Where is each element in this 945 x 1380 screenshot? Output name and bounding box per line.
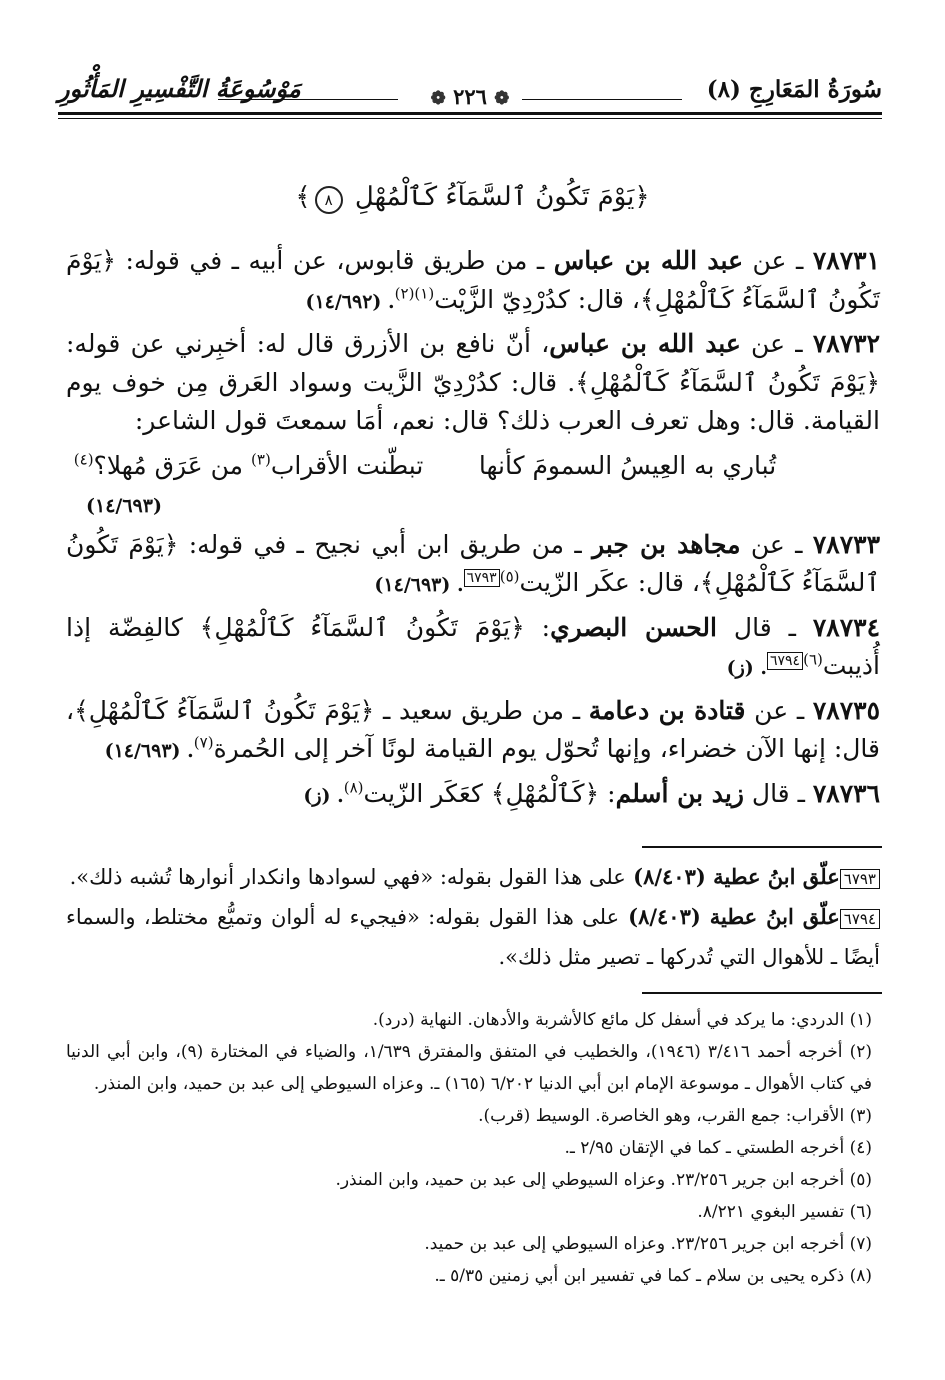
poem-text: من عَرَق مُهلا؟	[93, 450, 252, 480]
footnote: (٥) أخرجه ابن جرير ٢٣/٢٥٦. وعزاه السيوطي إلى عبد بن حميد، وابن المنذر.	[335, 1170, 872, 1190]
entry-text: ، أنّ نافع بن الأزرق قال له: أخبِرني عن قوله: ﴿يَوْمَ تَكُونُ ٱلسَّمَآءُ كَٱلْمُهْلِ﴾. قال: كدُرْدِيّ الزَّيت وسواد العَرق مِن خوف يوم القيامة. قال: وهل تعرف العرب ذلك؟ قال: نعم، أمَا سمعتَ قول الشاعر:	[66, 329, 880, 435]
footnote-marker: (٣)	[251, 450, 271, 469]
narration-entry	[66, 692, 880, 771]
header-rule	[58, 118, 882, 119]
narration-entry	[66, 609, 880, 688]
footnote: (٧) أخرجه ابن جرير ٢٣/٢٥٦. وعزاه السيوطي إلى عبد بن حميد.	[424, 1234, 872, 1254]
entry-text: ـ من طريق سعيد ـ ﴿يَوْمَ تَكُونُ ٱلسَّمَآءُ كَٱلْمُهْلِ﴾، قال: إنها الآن خضراء، وإنها تُحوّل يوم القيامة لونًا آخر إلى الحُمرة	[66, 695, 880, 763]
footnote-marker: (٤)	[73, 450, 94, 469]
surah-number: (٨)	[706, 76, 741, 103]
narration-entry	[66, 242, 880, 321]
commentary-separator	[642, 846, 882, 848]
header-divider-right	[522, 99, 682, 100]
header-rule	[58, 112, 882, 115]
footnote-marker: (١)(٢)	[394, 284, 435, 303]
entry-number: ٧٨٧٣٦	[812, 778, 880, 808]
poem-first-hemistich: تُباري به العِيسُ السمومَ كأنها	[478, 450, 777, 480]
footnote-marker: (٨)	[343, 778, 364, 797]
entry-connector: ـ عن	[740, 329, 813, 358]
entry-text: : ﴿يَوْمَ تَكُونُ ٱلسَّمَآءُ كَٱلْمُهْلِ﴾ كالفِضّة إذا أُذيبت	[66, 612, 880, 680]
entry-reference: . (١٤/٦٩٣)	[104, 740, 194, 762]
entry-reference: (١٤/٦٩٣)	[86, 495, 162, 517]
entry-number: ٧٨٧٣٢	[812, 329, 880, 358]
footnote-separator	[642, 992, 882, 994]
ornament-icon: ❁	[430, 88, 446, 109]
commentary-box-marker: ٦٧٩٤	[767, 652, 803, 670]
entry-number: ٧٨٧٣٣	[812, 529, 881, 559]
commentary-box-number: ٦٧٩٣	[840, 869, 880, 889]
verse-heading	[0, 182, 945, 214]
commentary-text: على هذا القول بقوله: «فهي لسوادها وانكدار أنوارها تُشبه ذلك».	[69, 865, 626, 889]
narration-entry	[66, 526, 880, 605]
commentary-item	[66, 858, 880, 898]
verse-bracket-open: ﴿	[634, 182, 650, 212]
verse-text: يَوْمَ تَكُونُ ٱلسَّمَآءُ كَٱلْمُهْلِ	[354, 182, 635, 212]
narration-entry	[66, 325, 880, 441]
page-number	[423, 84, 518, 109]
poem-text: تبطّنت الأقراب	[270, 450, 424, 480]
entry-reference: . (ز)	[726, 657, 767, 679]
entry-narrator: زيد بن أسلم	[615, 778, 744, 808]
narration-entry	[66, 775, 880, 816]
footnote: (١) الدردي: ما يركد في أسفل كل مائع كالأشربة والأدهان. النهاية (درد).	[372, 1010, 872, 1030]
entry-reference: . (١٤/٦٩٣)	[374, 574, 464, 596]
entry-number: ٧٨٧٣١	[812, 246, 880, 275]
surah-name: سُورَةُ المَعَارِجِ	[748, 76, 882, 103]
commentary-lead: علّق ابنُ عطية	[709, 904, 840, 929]
footnote-marker: (٦)	[803, 650, 823, 669]
entry-number: ٧٨٧٣٥	[812, 695, 880, 725]
entry-connector: ـ عن	[743, 246, 813, 275]
poem-second-hemistich	[66, 447, 423, 486]
entry-connector: ـ قال	[717, 612, 813, 642]
commentary-citation: (٨/٤٠٣)	[625, 864, 714, 889]
entry-text: ـ من طريق ابن أبي نجيح ـ في قوله: ﴿يَوْمَ تَكُونُ ٱلسَّمَآءُ كَٱلْمُهْلِ﴾، قال: عكَر الزّيت	[66, 529, 880, 597]
narrations	[66, 242, 880, 819]
footnote-marker: (٧)	[193, 733, 214, 752]
page-number-value: ٢٢٦	[453, 84, 487, 109]
commentary-section	[66, 858, 880, 976]
commentary-item	[66, 898, 880, 976]
poem-verse	[66, 447, 880, 486]
entry-narrator: الحسن البصري	[550, 612, 717, 642]
entry-narrator: مجاهد بن جبر	[592, 529, 741, 559]
entry-narrator: عبد الله بن عباس	[549, 329, 741, 358]
entry-text: ـ من طريق قابوس، عن أبيه ـ في قوله: ﴿يَوْمَ تَكُونُ ٱلسَّمَآءُ كَٱلْمُهْلِ﴾، قال: كدُرْدِيّ الزَّيْت	[66, 246, 880, 314]
footnote: (٦) تفسير البغوي ٨/٢٢١.	[697, 1202, 872, 1222]
entry-narrator: عبد الله بن عباس	[553, 246, 743, 275]
footnote-marker: (٥)	[499, 567, 520, 586]
footnotes	[66, 1004, 880, 1292]
commentary-citation: (٨/٤٠٣)	[619, 904, 710, 929]
entry-connector: ـ عن	[745, 695, 813, 725]
entry-number: ٧٨٧٣٤	[812, 612, 881, 642]
commentary-box-number: ٦٧٩٤	[840, 909, 880, 929]
footnote: (٢) أخرجه أحمد ٣/٤١٦ (١٩٤٦)، والخطيب في المتفق والمفترق ١/٦٣٩، والضياء في المختارة (٩)، وابن أبي الدنيا في كتاب الأهوال ـ موسوعة الإمام ابن أبي الدنيا ٦/٢٠٢ (١٦٥) ـ. وعزاه السيوطي إلى عبد بن حميد، وابن المنذر.	[66, 1042, 872, 1094]
verse-number-icon: ٨	[315, 186, 343, 214]
footnote: (٣) الأقراب: جمع القرب، وهو الخاصرة. الوسيط (قرب).	[478, 1106, 872, 1126]
running-header	[58, 62, 882, 122]
commentary-lead: علّق ابنُ عطية	[713, 864, 840, 889]
entry-reference: . (ز)	[303, 784, 344, 807]
entry-reference: . (١٤/٦٩٢)	[305, 290, 395, 313]
footnote: (٤) أخرجه الطستي ـ كما في الإتقان ٢/٩٥ ـ.	[564, 1138, 872, 1158]
surah-title	[707, 76, 882, 103]
entry-connector: ـ قال	[743, 778, 813, 808]
book-title: مَوْسُوعَةُ التَّفْسِيرِ المَأْثُورِ	[58, 74, 301, 103]
verse-bracket-close: ﴾	[295, 182, 311, 212]
footnote: (٨) ذكره يحيى بن سلام ـ كما في تفسير ابن أبي زمنين ٥/٣٥ ـ.	[434, 1266, 872, 1286]
entry-text: : ﴿كَٱلْمُهْلِ﴾ كعَكَر الزّيت	[363, 778, 616, 808]
commentary-text: على هذا القول بقوله: «فيجيء له ألوان وتميُّع مختلط، والسماء أيضًا ـ للأهوال التي تُدركها ـ تصير مثل ذلك».	[66, 905, 880, 969]
commentary-box-marker: ٦٧٩٣	[464, 569, 500, 587]
entry-narrator: قتادة بن دعامة	[588, 695, 746, 725]
entry-connector: ـ عن	[740, 529, 813, 559]
ornament-icon: ❁	[494, 88, 510, 109]
